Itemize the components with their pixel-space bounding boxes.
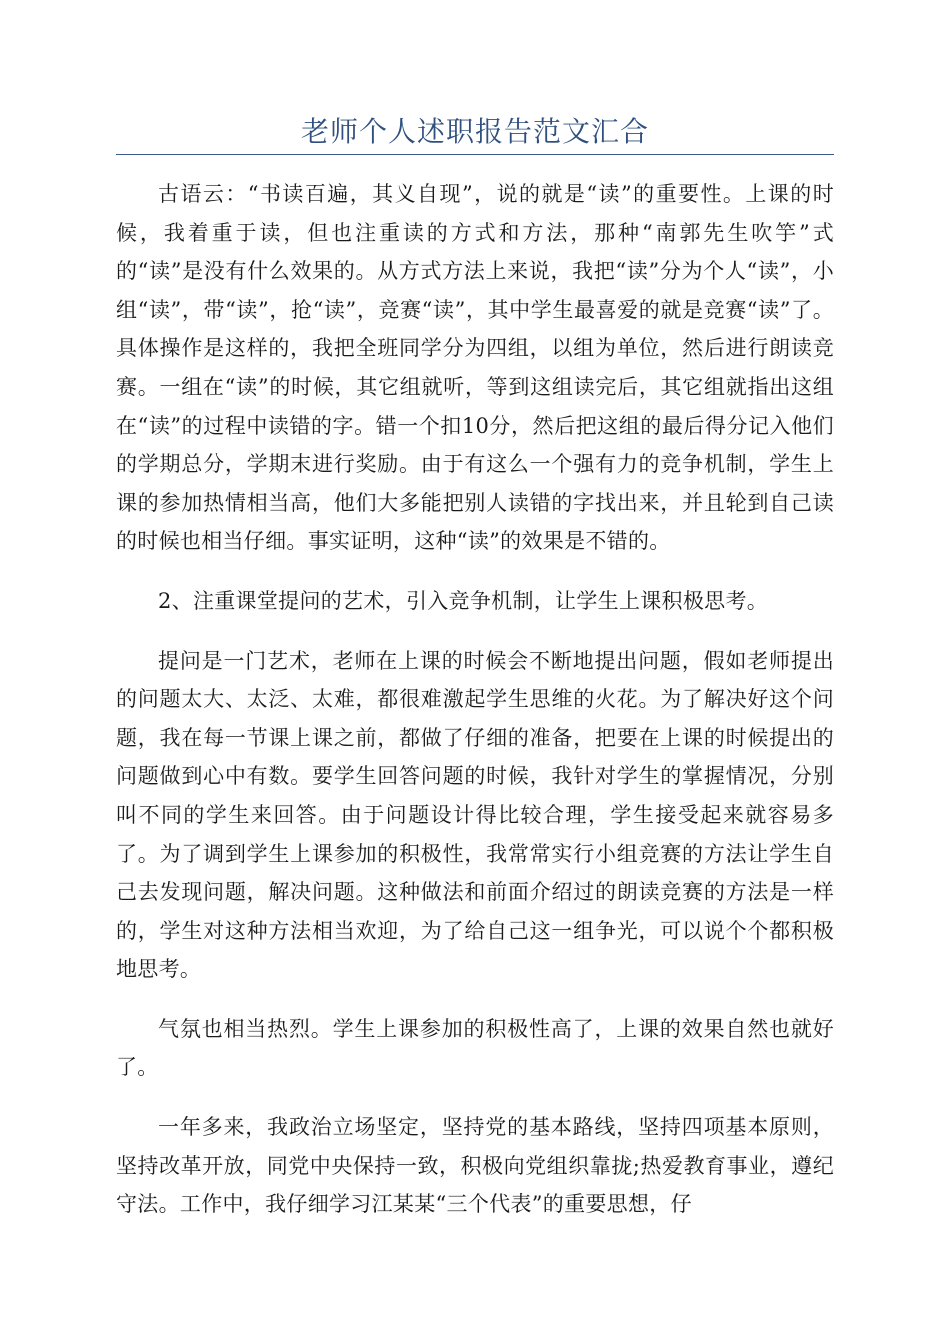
document-body [116, 175, 834, 1245]
paragraph-reading-method: 古语云：“书读百遍，其义自现”，说的就是“读”的重要性。上课的时候，我着重于读，但也注重读的方式和方法，那种“南郭先生吹竽”式的“读”是没有什么效果的。从方式方法上来说，我把“读”分为个人“读”，小组“读”，带“读”，抢“读”，竞赛“读”，其中学生最喜爱的就是竞赛“读”了。具体操作是这样的，我把全班同学分为四组，以组为单位，然后进行朗读竞赛。一组在“读”的时候，其它组就听，等到这组读完后，其它组就指出这组在“读”的过程中读错的字。错一个扣10分，然后把这组的最后得分记入他们的学期总分，学期末进行奖励。由于有这么一个强有力的竞争机制，学生上课的参加热情相当高，他们大多能把别人读错的字找出来，并且轮到自己读的时候也相当仔细。事实证明，这种“读”的效果是不错的。 [116, 182, 834, 554]
paragraph-questioning-art: 提问是一门艺术，老师在上课的时候会不断地提出问题，假如老师提出的问题太大、太泛、太难，都很难激起学生思维的火花。为了解决好这个问题，我在每一节课上课之前，都做了仔细的准备，把要在上课的时候提出的问题做到心中有数。要学生回答问题的时候，我针对学生的掌握情况，分别叫不同的学生来回答。由于问题设计得比较合理，学生接受起来就容易多了。为了调到学生上课参加的积极性，我常常实行小组竞赛的方法让学生自己去发现问题，解决问题。这种做法和前面介绍过的朗读竞赛的方法是一样的，学生对这种方法相当欢迎，为了给自己这一组争光，可以说个个都积极地思考。 [116, 648, 834, 982]
title-underline [116, 154, 834, 155]
paragraph-heading-questioning: 2、注重课堂提问的艺术，引入竞争机制，让学生上课积极思考。 [158, 588, 769, 613]
paragraph-atmosphere: 气氛也相当热烈。学生上课参加的积极性高了，上课的效果自然也就好了。 [116, 1016, 834, 1080]
paragraph-political-stance: 一年多来，我政治立场坚定，坚持党的基本路线，坚持四项基本原则，坚持改革开放，同党中央保持一致，积极向党组织靠拢;热爱教育事业，遵纪守法。工作中，我仔细学习江某某“三个代表”的重要思想，仔 [116, 1115, 834, 1217]
document-title: 老师个人述职报告范文汇合 [300, 115, 649, 148]
